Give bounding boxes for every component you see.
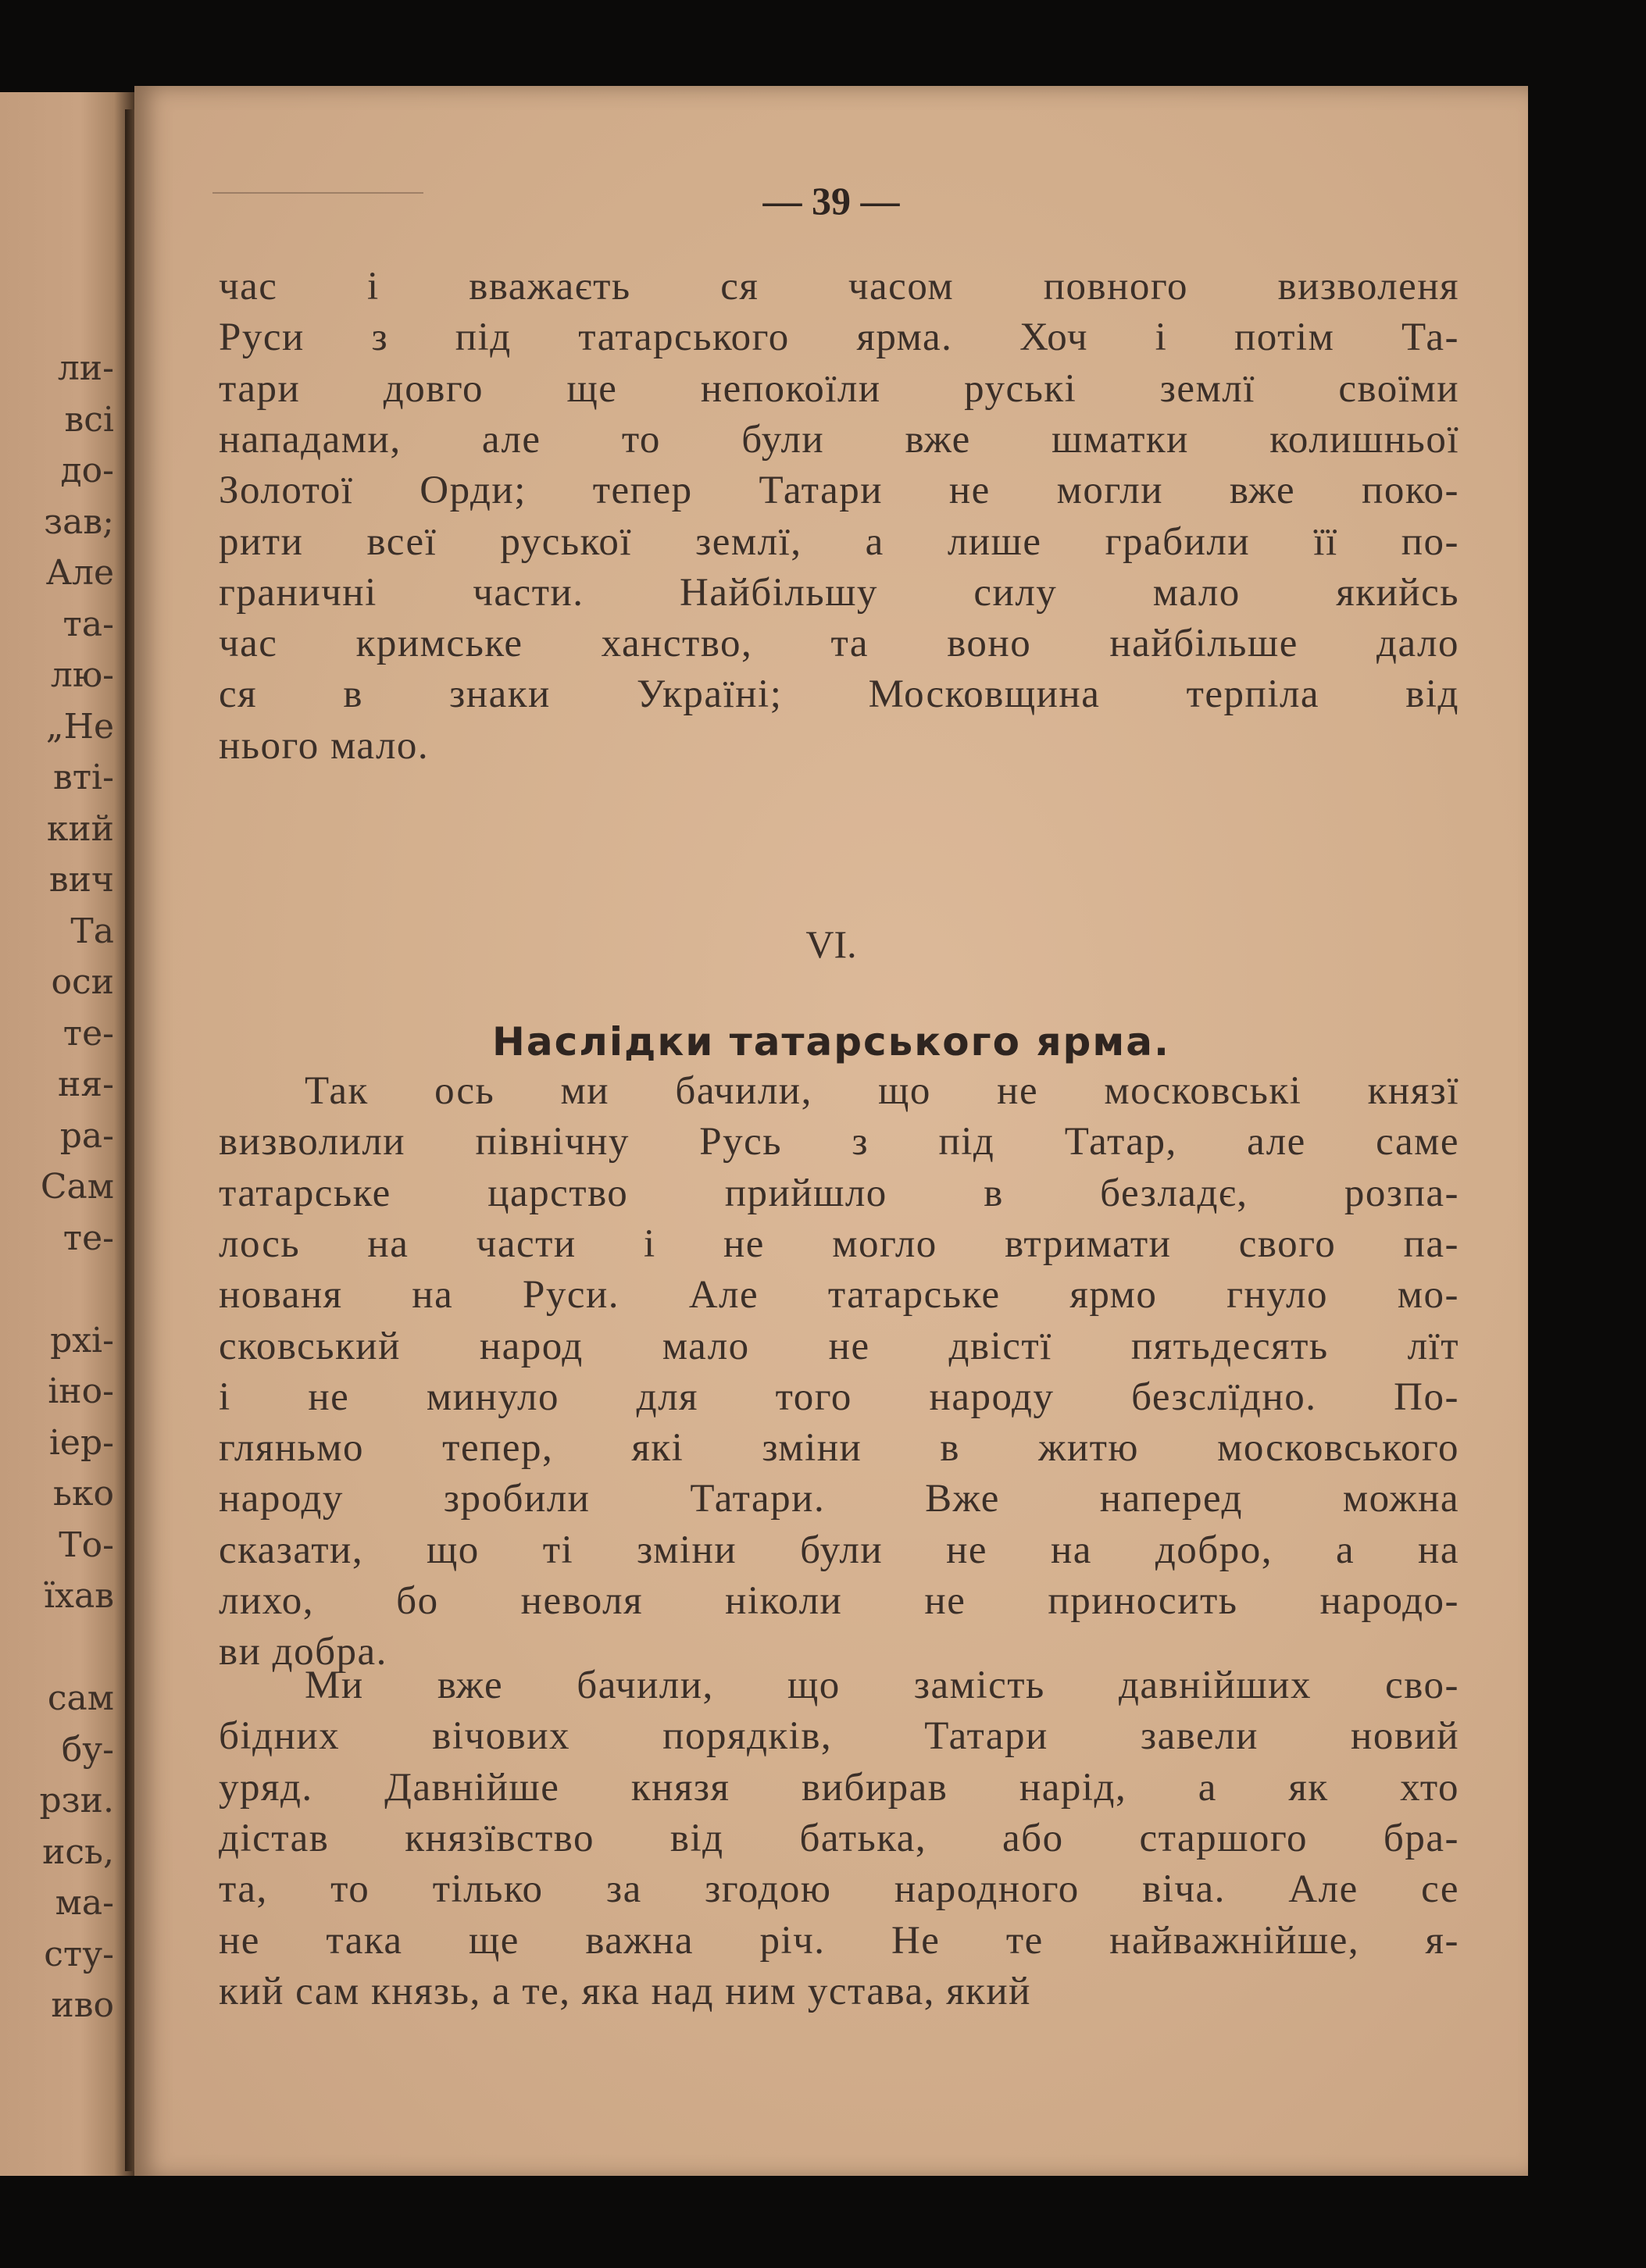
para2-line: Так ось ми бачили, що не московські князї (305, 1069, 1459, 1113)
left-page-line: те- (62, 1013, 114, 1054)
left-page-fragment (0, 92, 134, 2176)
para2-line: визволили північну Русь з під Татар, але саме (219, 1120, 1459, 1164)
para2-line: народу зробили Татари. Вже наперед можна (219, 1477, 1459, 1521)
left-page-line: лю- (50, 655, 114, 695)
left-page-line: „Не (45, 706, 114, 747)
para1-line: граничні части. Найбільшу силу мало якийсь (219, 570, 1459, 615)
para3-line: не така ще важна річ. Не те найважнійше, я- (219, 1918, 1459, 1963)
bottom-background (0, 2176, 1646, 2268)
left-page-line: те- (62, 1218, 114, 1258)
left-page-line: сам (47, 1678, 114, 1718)
left-page-line: Сам (40, 1167, 114, 1207)
left-page-line: зав; (44, 501, 114, 542)
para1-line: час і вважаєть ся часом повного визволеня (219, 265, 1459, 308)
left-page-line: вич (48, 860, 114, 900)
para2-line: лихо, бо неволя ніколи не приносить народо- (219, 1579, 1459, 1623)
left-page-line: рзи. (39, 1781, 114, 1820)
para3-line: дістав князївство від батька, або старшого бра- (219, 1816, 1459, 1860)
left-page-line: ня- (58, 1064, 114, 1104)
para1-line: рити всеї руської землї, а лише грабили її по- (219, 519, 1459, 564)
left-page-line: вті- (52, 758, 114, 797)
para1-line: ся в знаки Україні; Московщина терпіла від (219, 672, 1459, 717)
para2-line: лось на части і не могло втримати свого па- (219, 1221, 1459, 1266)
section-title: Наслідки татарського ярма. (492, 1019, 1170, 1064)
left-page-line: рхі- (50, 1320, 114, 1360)
right-page (134, 86, 1528, 2179)
left-page-line: бу- (61, 1729, 114, 1770)
para3-line: Ми вже бачили, що замість давнійших сво- (305, 1664, 1459, 1707)
left-page-line: їхав (44, 1576, 114, 1616)
left-page-line: ра- (59, 1115, 114, 1156)
left-page-line: іер- (48, 1422, 114, 1463)
para1-line: нього мало. (219, 723, 430, 768)
left-page-line: иво (51, 1985, 114, 2025)
left-page-line: всі (64, 399, 114, 440)
left-page-line: ись, (42, 1831, 114, 1872)
para2-line: гляньмо тепер, які зміни в житю московського (219, 1426, 1459, 1471)
left-page-line: Але (45, 553, 114, 593)
left-page-line: та- (62, 604, 114, 644)
para1-line: тари довго ще непокоїли руські землї своїми (219, 366, 1459, 411)
left-page-line: ма- (55, 1883, 114, 1923)
para2-line: сковський народ мало не двістї пятьдесять лїт (219, 1324, 1459, 1368)
para2-line: і не минуло для того народу безслїдно. По- (219, 1375, 1459, 1419)
para2-line: сказати, що ті зміни були не на добро, а на (219, 1528, 1459, 1572)
para2-line: ви добра. (219, 1630, 387, 1674)
para1-line: Золотої Орди; тепер Татари не могли вже поко- (219, 469, 1459, 513)
para1-line: Руси з під татарського ярма. Хоч і потім Та- (219, 316, 1459, 360)
left-page-line: оси (51, 962, 114, 1002)
page-number: — 39 — (762, 179, 900, 223)
para3-line: бідних вічових порядків, Татари завели новий (219, 1714, 1459, 1759)
para2-line: нованя на Руси. Але татарське ярмо гнуло мо- (219, 1273, 1459, 1318)
para1-line: нападами, але то були вже шматки колишньої (219, 417, 1459, 462)
left-page-line: Та (70, 911, 114, 951)
left-page-line: до- (60, 451, 114, 490)
left-page-line: сту- (44, 1934, 114, 1974)
left-page-line: ько (53, 1474, 114, 1514)
para1-line: час кримське ханство, та воно найбільше дало (219, 622, 1459, 666)
left-page-line: ли- (57, 348, 114, 388)
para3-line: кий сам князь, а те, яка над ним устава, який (219, 1969, 1031, 2013)
para3-line: уряд. Давнійше князя вибирав нарід, а як хто (219, 1765, 1459, 1810)
para3-line: та, то тілько за згодою народного віча. Але се (219, 1867, 1459, 1912)
para2-line: татарське царство прийшло в безладє, розпа- (219, 1171, 1459, 1215)
left-page-line: кий (46, 808, 114, 849)
section-number: VI. (805, 922, 857, 966)
left-page-line: То- (59, 1524, 114, 1565)
left-page-line: іно- (48, 1371, 114, 1411)
